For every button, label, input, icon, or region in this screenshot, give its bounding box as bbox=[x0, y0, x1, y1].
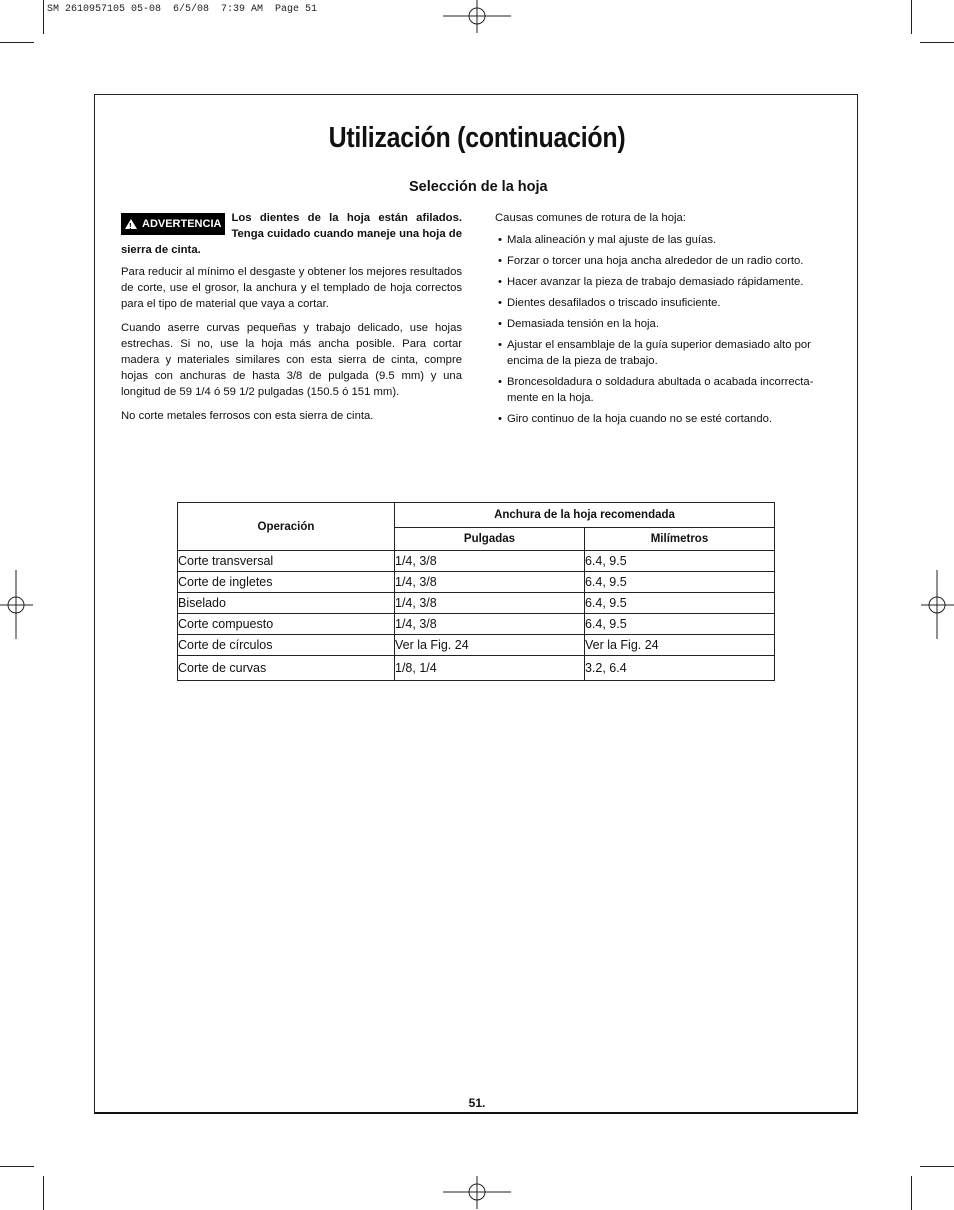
registration-mark-icon bbox=[443, 1176, 513, 1210]
list-item: • Giro continuo de la hoja cuando no se esté cortando. bbox=[495, 411, 840, 427]
list-item: • Forzar o torcer una hoja ancha alrededor de un radio corto. bbox=[495, 253, 840, 269]
cell-operation: Biselado bbox=[178, 593, 395, 614]
warning-triangle-icon bbox=[125, 219, 137, 229]
table-row bbox=[178, 551, 775, 572]
list-item: • Mala alineación y mal ajuste de las guías. bbox=[495, 232, 840, 248]
cell-mm: 6.4, 9.5 bbox=[584, 572, 774, 593]
table-row bbox=[178, 635, 775, 656]
crop-mark bbox=[920, 42, 954, 43]
right-column bbox=[495, 210, 840, 432]
cell-inches: 1/4, 3/8 bbox=[395, 572, 585, 593]
crop-mark bbox=[43, 1176, 44, 1210]
paragraph: Cuando aserre curvas pequeñas y trabajo delicado, use hojas estrechas. Si no, use la hoja más ancha posible. Para cortar madera y materiales similares con esta sierra de cinta, compre hojas con anchuras de hasta 3/8 de pulgada (9.5 mm) y una longitud de 59 1/4 ó 59 1/2 pulgadas (150.5 ó 151 mm). bbox=[121, 322, 462, 398]
causes-intro: Causas comunes de rotura de la hoja: bbox=[495, 212, 686, 224]
cell-mm: 6.4, 9.5 bbox=[584, 614, 774, 635]
cell-operation: Corte de curvas bbox=[178, 656, 395, 681]
cell-mm: 6.4, 9.5 bbox=[584, 551, 774, 572]
warning-block bbox=[121, 210, 462, 258]
cell-inches: 1/8, 1/4 bbox=[395, 656, 585, 681]
table-row bbox=[178, 593, 775, 614]
list-item: • Ajustar el ensamblaje de la guía superior demasiado alto por encima de la pieza de trabajo. bbox=[495, 337, 840, 369]
cell-inches: 1/4, 3/8 bbox=[395, 614, 585, 635]
crop-mark bbox=[0, 1166, 34, 1167]
cell-inches: Ver la Fig. 24 bbox=[395, 635, 585, 656]
cell-inches: 1/4, 3/8 bbox=[395, 593, 585, 614]
table-row bbox=[178, 656, 775, 681]
blade-width-table bbox=[177, 502, 775, 681]
table-row bbox=[178, 572, 775, 593]
registration-mark-icon bbox=[443, 0, 513, 34]
left-column bbox=[121, 210, 462, 432]
paragraph: Para reducir al mínimo el desgaste y obtener los mejores resultados de corte, use el grosor, la anchura y el templado de hoja correctos para el tipo de material que vaya a cortar. bbox=[121, 266, 462, 310]
registration-mark-icon bbox=[0, 570, 34, 640]
crop-mark bbox=[920, 1166, 954, 1167]
list-item: • Dientes desafilados o triscado insuficiente. bbox=[495, 295, 840, 311]
page-title: Utilización (continuación) bbox=[328, 122, 626, 154]
crop-mark bbox=[0, 42, 34, 43]
cell-mm: 3.2, 6.4 bbox=[584, 656, 774, 681]
section-heading: Selección de la hoja bbox=[409, 179, 548, 195]
header-millimeters: Milímetros bbox=[584, 528, 774, 551]
header-recommended-width: Anchura de la hoja recomendada bbox=[395, 503, 775, 528]
registration-mark-icon bbox=[920, 570, 954, 640]
header-operation: Operación bbox=[178, 503, 395, 551]
crop-mark bbox=[43, 0, 44, 34]
warning-text: Los dientes de la hoja están afilados. Tenga cuidado cuando maneje una hoja de sierra de cinta. bbox=[121, 212, 462, 256]
cell-mm: 6.4, 9.5 bbox=[584, 593, 774, 614]
warning-badge bbox=[121, 213, 225, 235]
crop-mark bbox=[911, 0, 912, 34]
print-slug: SM 2610957105 05-08 6/5/08 7:39 AM Page 51 bbox=[47, 4, 318, 15]
causes-list bbox=[495, 232, 840, 427]
cell-operation: Corte transversal bbox=[178, 551, 395, 572]
cell-mm: Ver la Fig. 24 bbox=[584, 635, 774, 656]
cell-inches: 1/4, 3/8 bbox=[395, 551, 585, 572]
list-item: • Broncesoldadura o soldadura abultada o acabada incorrecta-mente en la hoja. bbox=[495, 374, 840, 406]
list-item: • Demasiada tensión en la hoja. bbox=[495, 316, 840, 332]
page-number: 51. bbox=[468, 1096, 486, 1110]
table-row bbox=[178, 614, 775, 635]
cell-operation: Corte compuesto bbox=[178, 614, 395, 635]
crop-mark bbox=[911, 1176, 912, 1210]
paragraph: No corte metales ferrosos con esta sierra de cinta. bbox=[121, 410, 374, 422]
cell-operation: Corte de círculos bbox=[178, 635, 395, 656]
header-inches: Pulgadas bbox=[395, 528, 585, 551]
warning-badge-label: ADVERTENCIA bbox=[142, 218, 222, 230]
cell-operation: Corte de ingletes bbox=[178, 572, 395, 593]
list-item: • Hacer avanzar la pieza de trabajo demasiado rápidamente. bbox=[495, 274, 840, 290]
